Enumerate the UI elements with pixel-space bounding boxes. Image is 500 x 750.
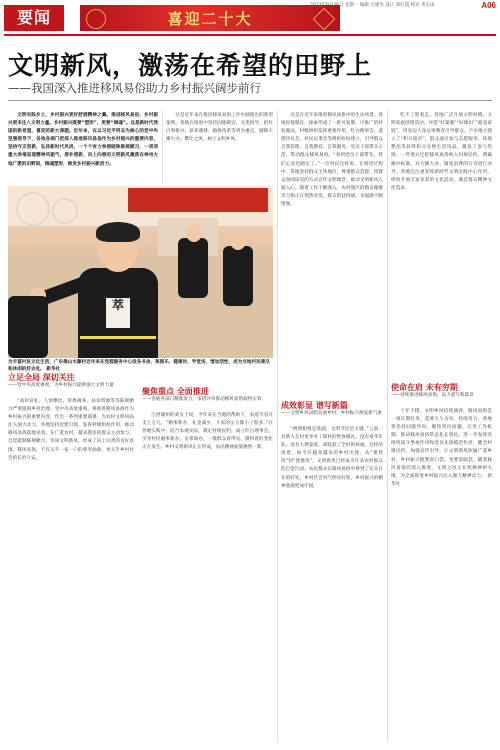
body-column: 这是近年来在推进移风易俗工作中涌现出的典型案例。各地在推进中坚持因地制宜、分类指导，把红白事新办、厚养薄葬、婚俗改革等列为重点，破除大操大办、攀比之风，树立文明乡风。 <box>166 113 273 143</box>
banner-text: 喜迎二十大 <box>167 9 253 28</box>
section-subtitle: ——各地各部门精准发力，多措并举推动移风易俗取得实效 <box>142 397 262 402</box>
body-column: 这是在近年来推进移风易俗中的生动场景。各地因地制宜，探索形成了一批可复制、可推广的经验做法。村级组织发挥重要作用，红白理事会、道德评议会、村民议事会等组织纷纷建立，引导群众自我管理、自我教育、自我服务。党员干部带头示范，带动群众移风易俗。“看到党员干部带头，我们心里也踏实了。”一位村民这样说。在推进过程中，各地坚持群众主体地位，尊重群众意愿，用群众喜闻乐见的方式宣传文明理念，推动文明新风入脑入心。随着工作不断深入，农村地区的婚丧嫁娶等习俗正在悄然改变，群众的获得感、幸福感不断增强。 <box>281 113 383 208</box>
body-column: 江西赣州的刘女士说，今年来在当地的帮助下，家庭节省开支上万元。“婚事新办，礼金减少，大家的压力都小了很多。”在各地实践中，结合本地实际，制定村规民约，成立红白理事会，引导村民婚事新办、丧事简办，一批群众看得见、摸得着的变化正在发生。乡村文明新风正在形成，农民精神面貌焕然一新。 <box>142 413 273 451</box>
lead-paragraph: 文明实践乡土，乡村振兴更好舒展精神之翼。推进移风易俗，乡村振兴更多注入文明力量。乡村振兴既要“塑形”，更要“铸魂”。这是新时代我国的新希望，喜迎的新大课题。近年来，在以习近平同志为核心的党中央坚强领导下，各地各部门把深入推进移风易俗作为乡村振兴的重要内容，坚持守正创新，弘扬新时代风尚，一个个有力举措破除陈规陋习，一项项重大举措显现精神风貌气，淳朴清新、向上向善的文明新风激荡在神州大地广袤的田野间，铸魂塑形，焕发乡村振兴新活力。 <box>8 113 158 167</box>
themed-banner <box>80 5 340 31</box>
headline-divider <box>8 100 492 101</box>
uniform-patch: 萃 <box>106 298 130 328</box>
news-photo <box>8 186 273 358</box>
section-title: 成效彰显 谱写新篇 <box>281 400 348 410</box>
banner-decoration-icon <box>86 9 106 29</box>
section-tag: 要闻 <box>4 5 64 31</box>
header-rule <box>4 34 496 36</box>
page-number: A06 <box>481 1 496 10</box>
section-subtitle: ——党中央高度重视，为乡村振兴提供强大文明力量 <box>8 383 114 388</box>
issue-meta: 2022年9月26日 星期一 编辑 汪建华 设计 郑红霞 校对 黄东雨 <box>310 3 435 8</box>
photo-caption: 为丰富村民文化生活，广东佛山水藤村近年来在党群服务中心设各书舍、视图乐、健康坊、学堂场，增加活性，成为当地村民课交和休闲的好去处。 新华社 <box>8 360 270 372</box>
column-divider <box>387 110 388 742</box>
section-subtitle: ——持续推进移风易俗，奋力谱写新篇章 <box>391 393 474 398</box>
section-title: 使命在肩 未有穷期 <box>391 382 458 392</box>
banner-diamond-icon <box>313 8 336 31</box>
subheadline: ——我国深入推进移风易俗助力乡村振兴阔步前行 <box>8 81 261 95</box>
body-column: “高价彩礼、人情攀比、厚葬薄养，扶贫资源等等陈规陋习严重阻碍乡村治理。党中央高度重视，将推进移风易俗作为乡村振兴的重要内容，作出一系列重要部署，为农村文明风尚注入强大动力。各地坚持党建引领，发挥村级组织作用，推动移风易俗落地见效。在广袤农村，越来越多的群众主动参与，自觉抵制陈规陋习，崇尚文明新风，形成了向上向善的良好氛围。移风易俗，不仅关乎一家一户的柴米油盐，更关乎乡村社会的长治久安。 <box>8 399 134 461</box>
section-title: 立足全局 深切关注 <box>8 372 75 382</box>
headline: 文明新风，激荡在希望的田野上 <box>8 51 373 80</box>
column-divider <box>277 110 278 742</box>
body-column: “两情相悦是基础，文明节俭是关键。”云南一对新人在村里举办了简朴的集体婚礼，没有豪华车队，没有大摆宴席，却收获了全村的祝福。这样的场景，如今在越来越多的乡村出现。从“要我改”到“我要改”，文明新风已经成为许多农村群众的自觉行动。农民群众在移风易俗中得到了实实在在的好处，乡村社会风气明显好转，乡村振兴的精神基础更加牢固。 <box>281 427 383 489</box>
section-subtitle: ——文明乡风浸润美丽乡村，乡村振兴焕发新气象 <box>281 411 383 416</box>
body-column: 十年不辍，文明乡风持续涵养。移风易俗是一项长期任务，需要久久为功、持续用力。各地将坚持问题导向，聚焦突出问题，完善工作机制，推动移风易俗常态化长效化。进一步发挥党组织战斗堡垒作用和党员先锋模范作用，健全村规民约，加强宣传引导，让文明新风吹遍广袤乡村。乡村振兴既要富口袋，也要富脑袋。随着移风易俗的深入推进，文明之风正在吹拂神州大地，为全面推进乡村振兴注入强大精神动力。 新华社 <box>391 409 492 487</box>
column-divider <box>162 110 163 184</box>
photo-banner <box>128 188 268 212</box>
page-header <box>0 0 500 36</box>
body-column: 吃不了兜着走。各地广泛开展文明村镇、文明家庭创建活动，评选“好婆婆”“好媳妇”“最美家庭”，用身边人身边事教育引导群众。不少地方建立了“积分超市”，群众通过参与志愿服务、环境整治等获得积分兑换生活用品，激发了参与热情。一些地方还把移风易俗纳入村规民约，明确操办标准，对大操大办、铺张浪费的行为进行劝导。各地还注重发挥新时代文明实践中心作用，组织开展丰富多彩的文化活动，满足群众精神文化需求。 <box>391 113 492 191</box>
section-title: 聚焦重点 全面推进 <box>142 386 209 396</box>
